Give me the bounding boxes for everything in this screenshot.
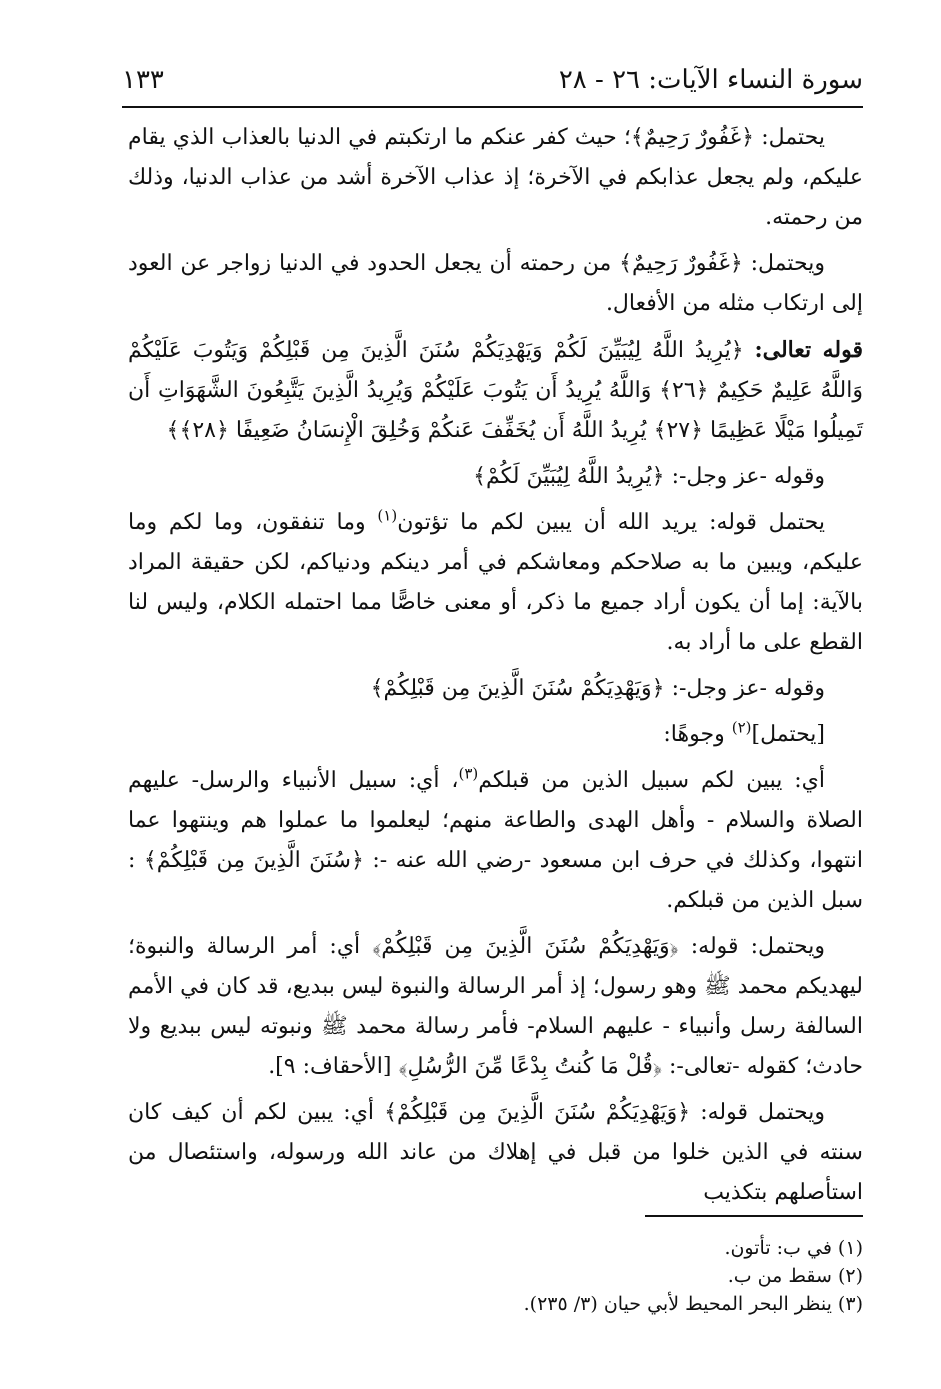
- verse-paragraph: [128, 330, 863, 451]
- paragraph-9: ويحتمل: قوله: ﴿وَيَهْدِيَكُمْ سُنَنَ الَّذِينَ مِن قَبْلِكُمْ﴾ أي: أمر الرسالة والنبوة؛ ليهديكم محمد ﷺ وهو رسول؛ إذ أمر الرسالة والنبوة ليس ببديع، قد كان في الأمم السالفة رسل وأنبياء - عليهم السلام- فأمر رسالة محمد ﷺ ونبوته ليس ببديع ولا حادث؛ كقوله -تعالى-: ﴿قُلْ مَا كُنتُ بِدْعًا مِّنَ الرُّسُلِ﴾ [الأحقاف: ٩].: [128, 934, 863, 1079]
- paragraph-8: [128, 761, 863, 921]
- running-header: [122, 60, 863, 100]
- footnotes: [128, 1234, 863, 1318]
- footnote-ref-2: (٢): [731, 718, 752, 737]
- paragraph-5-text-a: يحتمل قوله: يريد الله أن يبين لكم ما تؤتون: [397, 510, 826, 535]
- paragraph-5-text-b: وما تنفقون، وما لكم وما عليكم، ويبين ما به صلاحكم ومعاشكم في أمر دينكم ودنياكم، لكن حقيقة المراد بالآية: إما أن يكون أراد جميع ما ذكر، أو معنى خاصًّا مما احتمله الكلام، وليس لنا القطع على ما أراد به.: [128, 510, 863, 655]
- paragraph-7-text-b: وجوهًا:: [663, 722, 732, 747]
- page-number: ١٣٣: [122, 65, 164, 95]
- paragraph-8-text-b: ، أي: سبيل الأنبياء والرسل- عليهم الصلاة والسلام - وأهل الهدى والطاعة منهم؛ ليعلموا ما عملوا هم وينتهوا عما انتهوا، وكذلك في حرف ابن مسعود -رضي الله عنه -: ﴿سُنَنَ الَّذِينَ مِن قَبْلِكُمْ﴾ : سبل الذين من قبلكم.: [128, 768, 863, 913]
- paragraph-1: يحتمل: ﴿غَفُورٌ رَحِيمٌ﴾؛ حيث كفر عنكم ما ارتكبتم في الدنيا بالعذاب الذي يقام عليكم، ولم يجعل عذابكم في الآخرة؛ إذ عذاب الآخرة أشد من عذاب الدنيا، وذلك من رحمته.: [128, 125, 863, 230]
- paragraph-7-text-a: [يحتمل]: [751, 722, 825, 747]
- footnote-ref-1: (١): [377, 506, 398, 525]
- footnote-1: (١) في ب: تأتون.: [724, 1237, 863, 1259]
- footnote-2: (٢) سقط من ب.: [727, 1265, 863, 1287]
- footnote-ref-3: (٣): [458, 764, 479, 783]
- header-title: سورة النساء الآيات: ٢٦ - ٢٨: [558, 65, 863, 95]
- paragraph-5: [128, 503, 863, 663]
- paragraph-10: ويحتمل قوله: ﴿وَيَهْدِيَكُمْ سُنَنَ الَّذِينَ مِن قَبْلِكُمْ﴾ أي: يبين لكم أن كيف كان سنته في الذين خلوا من قبل في إهلاك من عاند الله ورسوله، واستئصال من استأصلهم بتكذيب: [128, 1100, 863, 1205]
- paragraph-4: وقوله -عز وجل-: ﴿يُرِيدُ اللَّهُ لِيُبَيِّنَ لَكُمْ﴾: [473, 464, 825, 489]
- footnote-rule: [645, 1215, 863, 1217]
- header-rule: [122, 106, 863, 108]
- quran-verse: ﴿يُرِيدُ اللَّهُ لِيُبَيِّنَ لَكُمْ وَيَهْدِيَكُمْ سُنَنَ الَّذِينَ مِن قَبْلِكُمْ وَيَتُوبَ عَلَيْكُمْ وَاللَّهُ عَلِيمٌ حَكِيمٌ ﴿٢٦﴾ وَاللَّهُ يُرِيدُ أَن يَتُوبَ عَلَيْكُمْ وَيُرِيدُ الَّذِينَ يَتَّبِعُونَ الشَّهَوَاتِ أَن تَمِيلُوا مَيْلًا عَظِيمًا ﴿٢٧﴾ يُرِيدُ اللَّهُ أَن يُخَفِّفَ عَنكُمْ وَخُلِقَ الْإِنسَانُ ضَعِيفًا ﴿٢٨﴾﴾: [128, 338, 863, 443]
- paragraph-6: وقوله -عز وجل-: ﴿وَيَهْدِيَكُمْ سُنَنَ الَّذِينَ مِن قَبْلِكُمْ﴾: [370, 676, 825, 701]
- paragraph-8-text-a: أي: يبين لكم سبيل الذين من قبلكم: [478, 768, 825, 793]
- main-text: [128, 118, 863, 1219]
- paragraph-2: ويحتمل: ﴿غَفُورٌ رَحِيمٌ﴾ من رحمته أن يجعل الحدود في الدنيا زواجر عن العود إلى ارتكاب مثله من الأفعال.: [128, 251, 863, 316]
- paragraph-7: [128, 715, 863, 755]
- footnote-3: (٣) ينظر البحر المحيط لأبي حيان (٣/ ٢٣٥).: [523, 1293, 863, 1315]
- verse-lead: قوله تعالى:: [754, 337, 863, 363]
